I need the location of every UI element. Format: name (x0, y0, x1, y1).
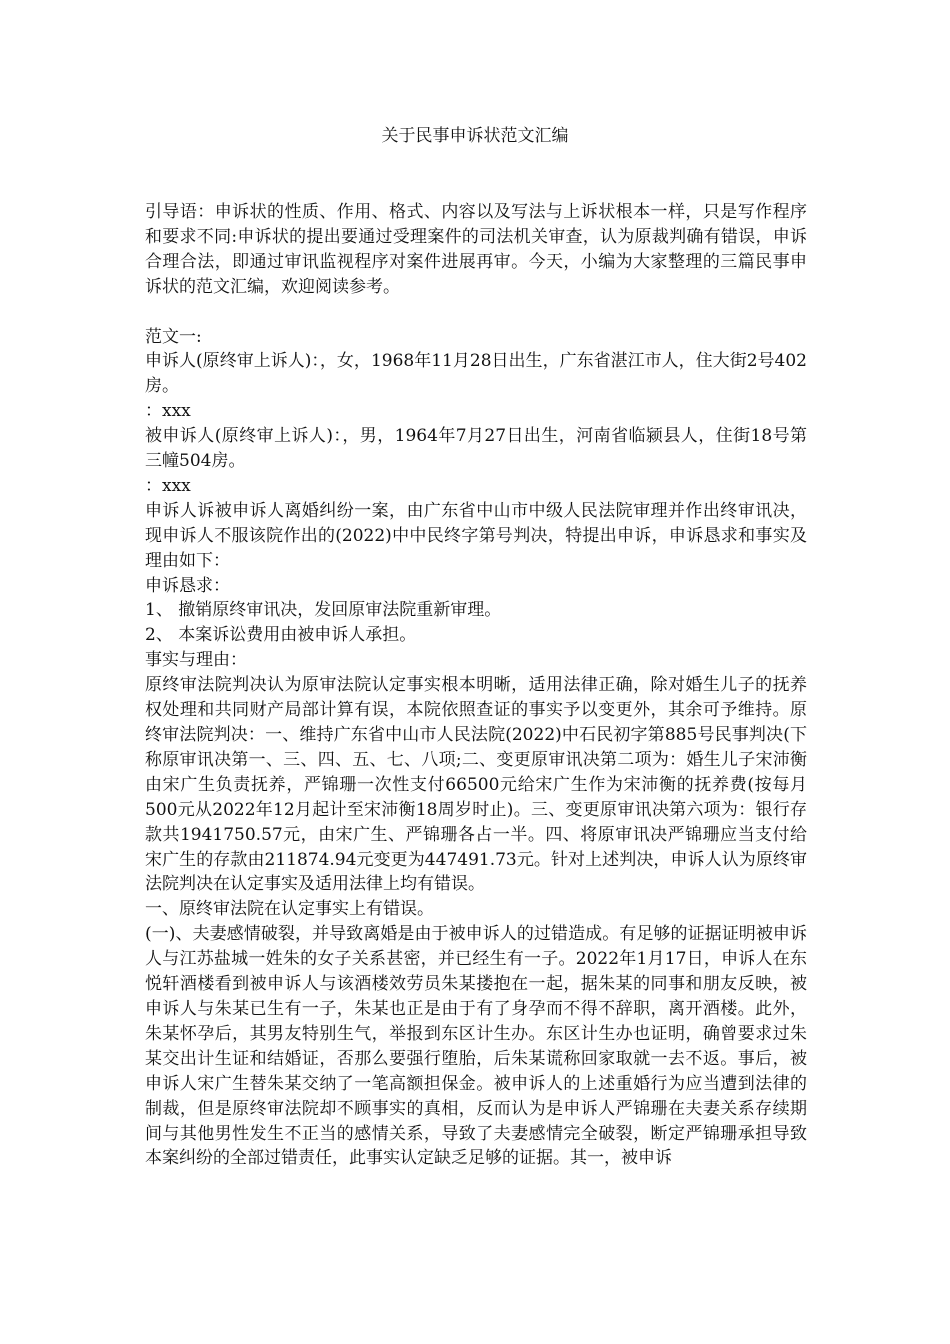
intro-paragraph: 引导语：申诉状的性质、作用、格式、内容以及写法与上诉状根本一样，只是写作程序和要求不同:申诉状的提出要通过受理案件的司法机关审查，认为原裁判确有错误，申诉合理合法，即通过审讯监视程序对案件进展再审。今天，小编为大家整理的三篇民事申诉状的范文汇编，欢迎阅读参考。 (145, 202, 807, 297)
document-body (145, 200, 807, 1171)
respondent-info: 被申诉人(原终审上诉人)：，男，1964年7月27日出生，河南省临颍县人，住街18号第三幢504房。 (145, 426, 807, 472)
document-title: 关于民事申诉状范文汇编 (381, 126, 569, 146)
request-item-2: 2、 本案诉讼费用由被申诉人承担。 (145, 625, 417, 646)
paragraph-gap (145, 300, 807, 325)
petitioner-info: 申诉人(原终审上诉人)：，女，1968年11月28日出生，广东省湛江市人，住大街2号402房。 (145, 351, 807, 397)
case-summary: 申诉人诉被申诉人离婚纠纷一案，由广东省中山市中级人民法院审理并作出终审讯决，现申诉人不服该院作出的(2022)中中民终字第号判决，特提出申诉，申诉恳求和事实及理由如下： (145, 500, 807, 571)
respondent-agent: ：xxx (145, 475, 191, 496)
requests-heading: 申诉恳求： (145, 575, 230, 596)
petitioner-agent: ：xxx (145, 401, 191, 422)
facts-paragraph: 原终审法院判决认为原审法院认定事实根本明晰，适用法律正确，除对婚生儿子的抚养权处理和共同财产局部计算有误，本院依照查证的事实予以变更外，其余可予维持。原终审法院判决：一、维持广东省中山市人民法院(2022)中石民初字第885号民事判决(下称原审讯决第一、三、四、五、七、八项;二、变更原审讯决第二项为：婚生儿子宋沛衡由宋广生负责抚养，严锦珊一次性支付66500元给宋广生作为宋沛衡的抚养费(按每月500元从2022年12月起计至宋沛衡18周岁时止)。三、变更原审讯决第六项为：银行存款共1941750.57元，由宋广生、严锦珊各占一半。四、将原审讯决严锦珊应当支付给宋广生的存款由211874.94元变更为447491.73元。针对上述判决，申诉人认为原终审法院判决在认定事实及适用法律上均有错误。 (145, 675, 807, 895)
subsection-paragraph-1: (一)、夫妻感情破裂，并导致离婚是由于被申诉人的过错造成。有足够的证据证明被申诉人与江苏盐城一姓朱的女子关系甚密，并已经生有一子。2022年1月17日，申诉人在东悦轩酒楼看到被申诉人与该酒楼效劳员朱某搂抱在一起，据朱某的同事和朋友反映，被申诉人与朱某已生有一子，朱某也正是由于有了身孕而不得不辞职，离开酒楼。此外，朱某怀孕后，其男友特别生气，举报到东区计生办。东区计生办也证明，确曾要求过朱某交出计生证和结婚证，否那么要强行堕胎，后朱某谎称回家取就一去不返。事后，被申诉人宋广生替朱某交纳了一笔高额担保金。被申诉人的上述重婚行为应当遭到法律的制裁，但是原终审法院却不顾事实的真相，反而认为是申诉人严锦珊在夫妻关系存续期间与其他男性发生不正当的感情关系，导致了夫妻感情完全破裂，断定严锦珊承担导致本案纠纷的全部过错责任，此事实认定缺乏足够的证据。其一，被申诉 (145, 924, 807, 1169)
section-heading-1: 一、原终审法院在认定事实上有错误。 (145, 899, 434, 920)
facts-heading: 事实与理由： (145, 650, 247, 671)
sample-heading: 范文一: (145, 326, 202, 347)
request-item-1: 1、 撤销原终审讯决，发回原审法院重新审理。 (145, 600, 502, 621)
